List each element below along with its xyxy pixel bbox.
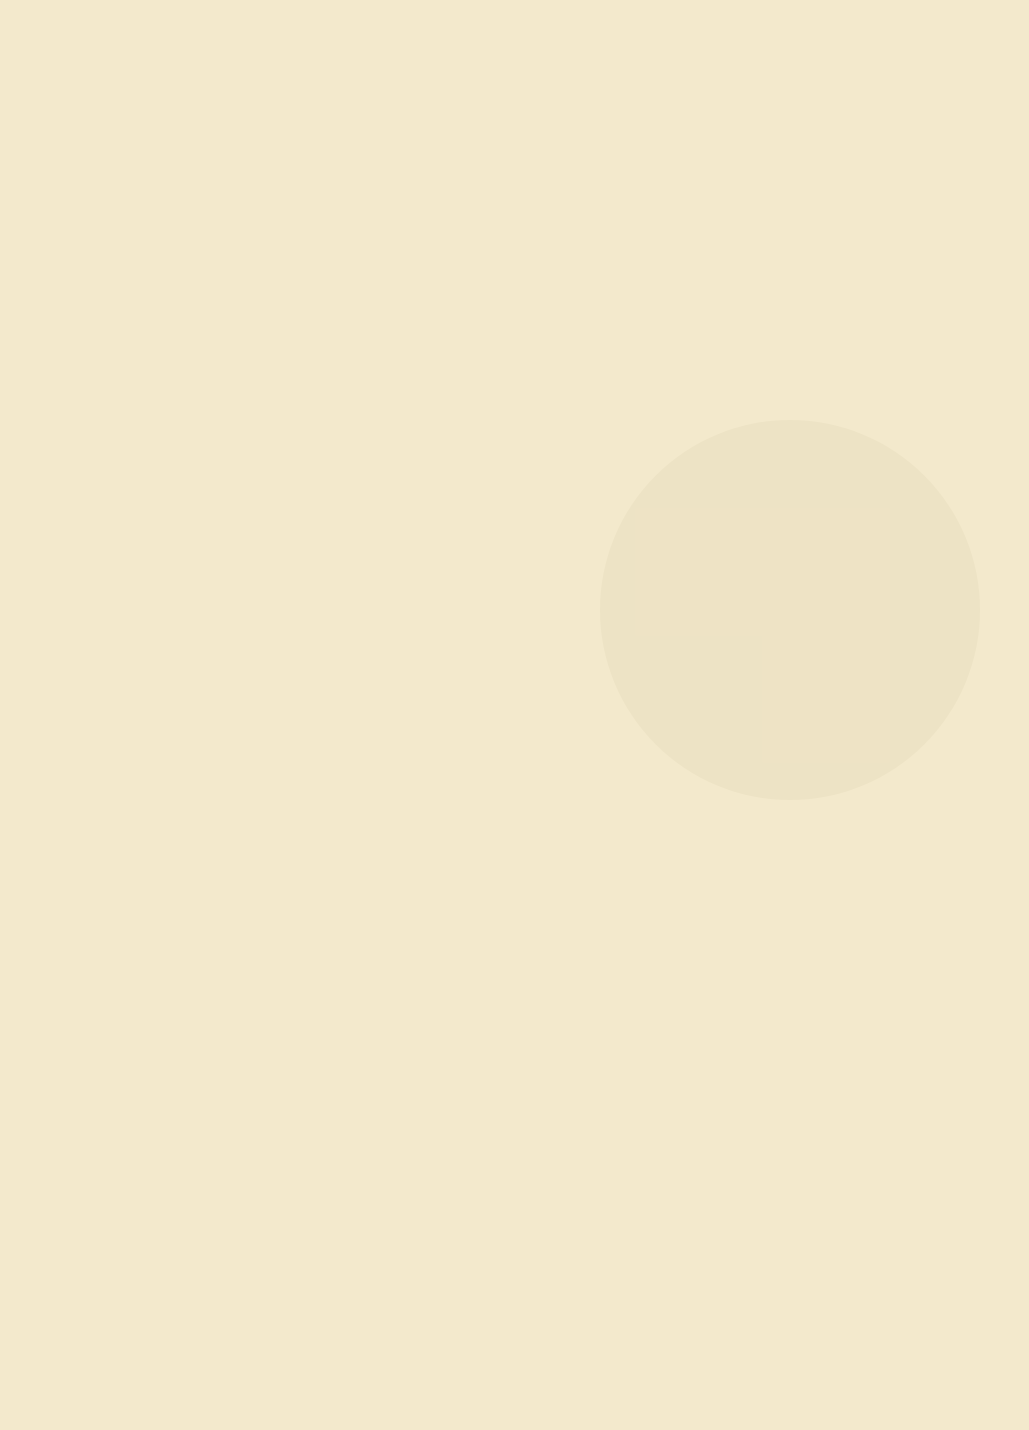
paper-stain — [600, 420, 980, 800]
